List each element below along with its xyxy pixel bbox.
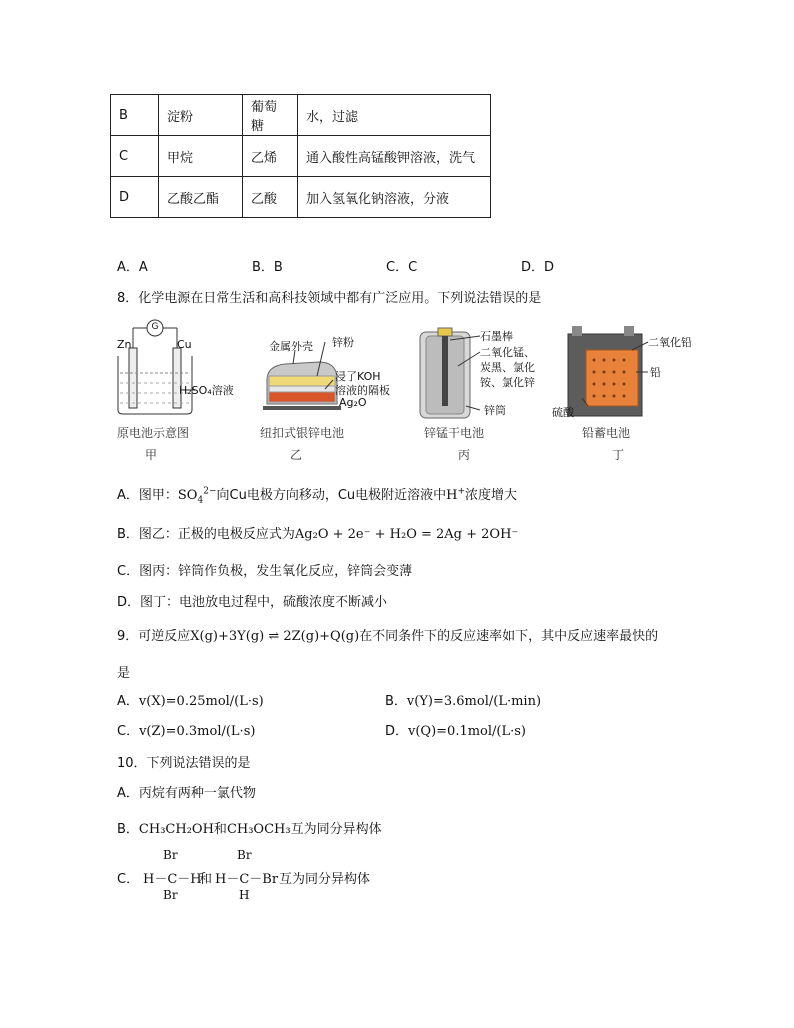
sulfate-ion — [177, 486, 217, 506]
label-mix-3: 铵、氯化锌 — [480, 376, 535, 389]
table-cell: 水，过滤 — [298, 95, 491, 136]
galvanometer-icon: G — [151, 322, 159, 332]
ion-symbol: SO — [177, 488, 198, 503]
table-cell: D — [111, 177, 159, 218]
options-table — [110, 94, 491, 218]
label-solution: H₂SO₄溶液 — [179, 384, 234, 397]
option-text: 和 — [199, 872, 213, 887]
table-cell: 甲烷 — [159, 136, 243, 177]
formula: CH₃OCH₃ — [226, 822, 291, 837]
label-mix-1: 二氧化锰、 — [480, 346, 535, 359]
label-separator: 溶液的隔板 — [335, 384, 390, 397]
q7-option-c: C．C — [386, 260, 418, 275]
ion-charge: 2− — [203, 486, 217, 497]
table-cell: C — [111, 136, 159, 177]
figure-button-cell — [255, 332, 405, 424]
q8-option-b — [117, 523, 518, 542]
formula: CH₃CH₂OH — [138, 822, 214, 837]
figure-tag: 丁 — [612, 448, 625, 462]
q8-option-c: C．图丙：锌筒作负极，发生氧化反应，锌筒会变薄 — [117, 564, 413, 579]
table-row — [111, 177, 491, 218]
structure-top: Br — [237, 848, 252, 862]
figure-caption: 原电池示意图 — [117, 426, 190, 440]
label-koh: 浸了KOH — [335, 370, 381, 383]
option-label: D． — [385, 724, 409, 739]
option-label: C． — [117, 872, 140, 887]
table-cell: B — [111, 95, 159, 136]
q7-option-a: A．A — [117, 260, 148, 275]
option-label: C． — [117, 724, 140, 739]
figure-tag: 甲 — [145, 448, 158, 462]
table-row — [111, 95, 491, 136]
ion-subscript: 4 — [197, 495, 204, 506]
structure-top: Br — [163, 848, 178, 862]
table-cell: 乙烯 — [243, 136, 298, 177]
q10-option-b — [117, 818, 382, 837]
label-sulfuric-acid: 硫酸 — [552, 406, 574, 419]
table-row — [111, 136, 491, 177]
q9-option-c — [117, 720, 255, 739]
option-text: 互为同分异构体 — [290, 822, 382, 837]
q10-option-a: A．丙烷有两种一氯代物 — [117, 786, 256, 801]
reaction-equation: X(g)+3Y(g) ⇌ 2Z(g)+Q(g) — [190, 629, 360, 644]
q9-option-d — [385, 720, 526, 739]
figure-lead-acid-battery — [552, 320, 708, 422]
q10-stem: 10．下列说法错误的是 — [117, 756, 251, 771]
table-cell: 乙酸 — [243, 177, 298, 218]
q7-option-b: B．B — [252, 260, 283, 275]
q8-stem: 8．化学电源在日常生活和高科技领域中都有广泛应用。下列说法错误的是 — [117, 291, 542, 306]
stem-text: 在不同条件下的反应速率如下，其中反应速率最快的 — [359, 629, 659, 644]
option-label: B． — [385, 694, 407, 709]
figure-caption: 铅蓄电池 — [582, 426, 631, 440]
q9-option-a — [117, 690, 264, 709]
option-text: v(Q)=0.1mol/(L·s) — [408, 724, 526, 739]
figure-tag: 丙 — [458, 448, 471, 462]
structure-bottom: H — [239, 888, 250, 902]
option-text: 向Cu电极方向移动，Cu电极附近溶液中 — [216, 488, 447, 503]
q8-option-d: D．图丁：电池放电过程中，硫酸浓度不断减小 — [117, 595, 388, 610]
label-zn: Zn — [117, 338, 132, 351]
table-cell: 淀粉 — [159, 95, 243, 136]
option-text: 互为同分异构体 — [279, 872, 371, 887]
option-text: v(Z)=0.3mol/(L·s) — [139, 724, 256, 739]
q10-option-c — [117, 848, 417, 904]
q9-stem-line2: 是 — [117, 666, 131, 681]
label-zinc-powder: 锌粉 — [332, 336, 354, 349]
q7-option-d: D．D — [521, 260, 555, 275]
ion-charge: + — [457, 486, 466, 497]
q9-stem — [117, 625, 658, 644]
label-graphite: 石墨棒 — [480, 330, 513, 343]
q9-option-b — [385, 690, 541, 709]
table-cell: 葡萄糖 — [243, 95, 298, 136]
stem-text: 9．可逆反应 — [117, 629, 191, 644]
option-text: 浓度增大 — [465, 488, 518, 503]
figure-galvanic-cell — [113, 318, 253, 422]
label-lead: 铅 — [650, 366, 661, 379]
table-cell: 通入酸性高锰酸钾溶液，洗气 — [298, 136, 491, 177]
structure-row: H－C－H — [143, 872, 202, 887]
figure-caption: 纽扣式银锌电池 — [260, 426, 345, 440]
option-text: v(Y)=3.6mol/(L·min) — [406, 694, 542, 709]
option-label: A． — [117, 694, 139, 709]
table-cell: 乙酸乙酯 — [159, 177, 243, 218]
option-label: B． — [117, 822, 139, 837]
structure-row: H－C－Br — [215, 872, 279, 887]
structure-bottom: Br — [163, 888, 178, 902]
hydrogen-ion: H — [446, 488, 458, 503]
option-text: 和 — [213, 822, 227, 837]
table-cell: 加入氢氧化钠溶液，分液 — [298, 177, 491, 218]
label-mix-2: 炭黑、氯化 — [480, 361, 535, 374]
label-metal-shell: 金属外壳 — [269, 340, 313, 353]
q8-option-a — [117, 484, 517, 506]
electrode-equation: Ag₂O + 2e⁻ + H₂O = 2Ag + 2OH⁻ — [294, 527, 519, 542]
option-text: B．图乙：正极的电极反应式为 — [117, 527, 295, 542]
figure-caption: 锌锰干电池 — [424, 426, 485, 440]
figure-tag: 乙 — [290, 448, 303, 462]
option-label: A．图甲： — [117, 488, 178, 503]
label-pbo2: 二氧化铅 — [648, 336, 692, 349]
label-cu: Cu — [177, 338, 192, 351]
label-zinc-can: 锌筒 — [484, 404, 506, 417]
label-ag2o: Ag₂O — [339, 396, 367, 409]
option-text: v(X)=0.25mol/(L·s) — [138, 694, 264, 709]
figure-dry-cell — [414, 322, 564, 422]
